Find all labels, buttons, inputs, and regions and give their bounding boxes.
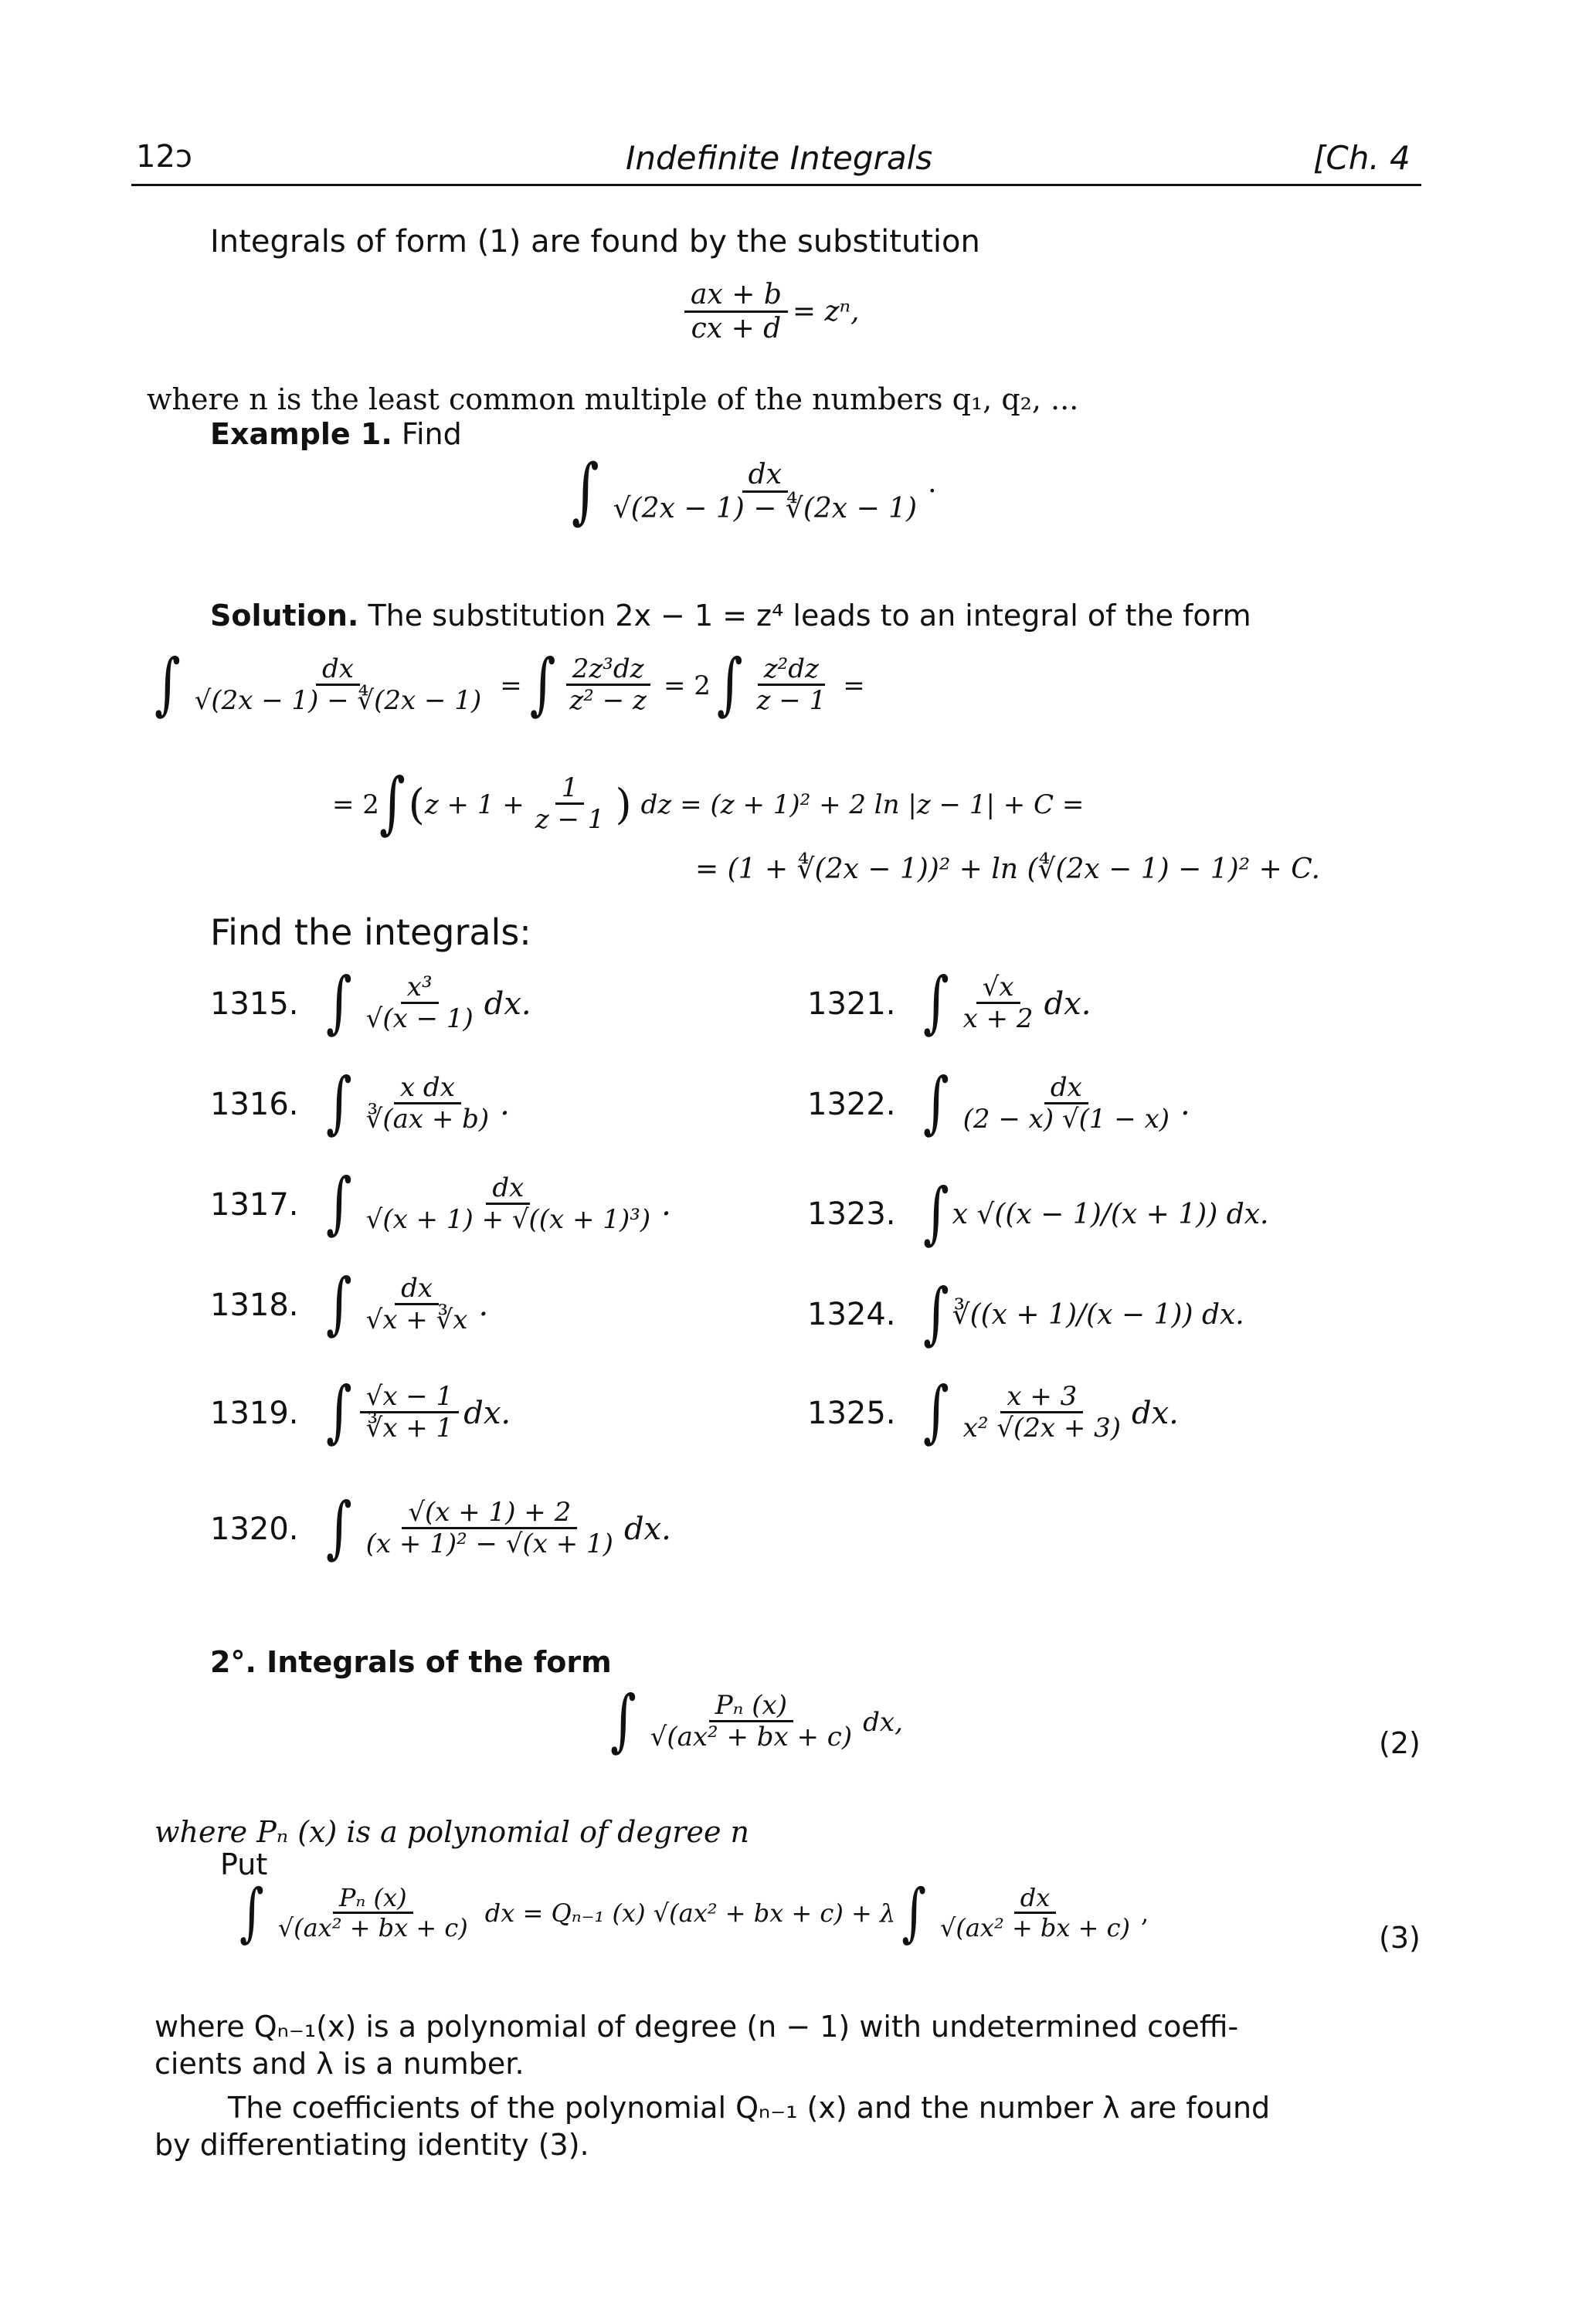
running-title: Indefinite Integrals	[626, 139, 933, 177]
integral-sign: ∫	[154, 646, 181, 724]
problem-number: 1317.	[210, 1186, 299, 1223]
problem-number: 1325.	[807, 1395, 896, 1431]
solution-text: The substitution 2x − 1 = z⁴ leads to an integral of the form	[368, 599, 1251, 633]
example-label: Example 1.	[210, 417, 392, 451]
differentiation-paragraph-line-2: by differentiating identity (3).	[154, 2128, 589, 2162]
eq2-rest: dz = (z + 1)² + 2 ln |z − 1| + C =	[640, 789, 1085, 820]
identity-tail: ,	[1141, 1898, 1149, 1929]
eq1-mid-num: 2z³dz	[566, 655, 650, 686]
integral-sign: ∫	[326, 1489, 352, 1568]
integral-sign: ∫	[923, 1373, 949, 1452]
eq1-right-den: z − 1	[756, 685, 827, 717]
form-tail: dx,	[863, 1706, 903, 1738]
integral-sign: ∫	[923, 1064, 949, 1143]
identity-middle: dx = Qₙ₋₁ (x) √(ax² + bx + c) + λ	[484, 1898, 896, 1929]
example-heading	[210, 417, 462, 451]
problem-tail: dx.	[1044, 986, 1091, 1022]
integral-sign: ∫	[379, 765, 406, 843]
problem-denominator: √(x + 1) + √((x + 1)³)	[365, 1204, 651, 1236]
integral-sign: ∫	[716, 646, 743, 724]
problem-denominator: (x + 1)² − √(x + 1)	[365, 1528, 613, 1560]
problem-1319	[210, 1373, 511, 1452]
equation-number-3: (3)	[1379, 1921, 1421, 1955]
section-2-heading: 2°. Integrals of the form	[210, 1645, 612, 1679]
problem-tail: .	[500, 1086, 510, 1122]
problem-tail: dx.	[623, 1511, 671, 1547]
problem-number: 1315.	[210, 986, 299, 1022]
problem-number: 1318.	[210, 1287, 299, 1323]
problems-heading: Find the integrals:	[210, 911, 531, 953]
eq1-right-num: z²dz	[758, 655, 825, 686]
integral-sign: ∫	[923, 1274, 949, 1353]
problem-denominator: ∛x + 1	[365, 1413, 453, 1444]
example-denominator: √(2x − 1) − ∜(2x − 1)	[613, 492, 918, 524]
eq1-left-den: √(2x − 1) − ∜(2x − 1)	[194, 685, 482, 717]
problem-1315	[210, 964, 531, 1043]
problem-numerator: √x − 1	[360, 1383, 460, 1413]
eq1-left-num: dx	[316, 655, 360, 686]
identity-left-den: √(ax² + bx + c)	[277, 1913, 468, 1943]
problem-denominator: x + 2	[962, 1003, 1034, 1035]
identity-3	[239, 1876, 1149, 1950]
problem-numerator: √x	[976, 973, 1020, 1004]
integral-sign: ∫	[901, 1876, 926, 1950]
example-numerator: dx	[742, 460, 788, 493]
integral-sign: ∫	[239, 1876, 264, 1950]
integral-sign: ∫	[326, 1064, 352, 1143]
integral-sign: ∫	[923, 1174, 949, 1253]
eq2-frac-num: 1	[555, 774, 585, 805]
problem-1321	[807, 964, 1091, 1043]
problem-1316	[210, 1064, 510, 1143]
problem-denominator: √(x − 1)	[365, 1003, 474, 1035]
identity-right-den: √(ax² + bx + c)	[939, 1913, 1131, 1943]
eq2-inner: z + 1 +	[424, 789, 525, 820]
solution-equation-1: ∫ $\frac{dx}{√(2x - 1) - ∜(2x - 1)}$ = ∫ $\frac{\text{2z³dz}}{\text{z² − z}}$ = 2 ∫ $\frac{\text{z²dz}}{z - 1}$ =	[154, 646, 865, 724]
integral-sign: ∫	[572, 450, 599, 533]
identity-right-num: dx	[1014, 1885, 1057, 1914]
problem-denominator: (2 − x) √(1 − x)	[962, 1104, 1170, 1135]
page-number: 12ɔ	[136, 139, 192, 175]
problem-tail: x √((x − 1)/(x + 1)) dx.	[952, 1198, 1269, 1230]
integral-sign: ∫	[923, 964, 949, 1043]
solution-equation-3: = (1 + ∜(2x − 1))² + ln (∜(2x − 1) − 1)² + C.	[695, 853, 1320, 885]
problem-number: 1320.	[210, 1511, 299, 1547]
lcm-line: where n is the least common multiple of the numbers q₁, q₂, ...	[147, 382, 1079, 416]
put-label: Put	[220, 1847, 268, 1881]
problem-numerator: dx	[1044, 1074, 1088, 1104]
problem-tail: ∛((x + 1)/(x − 1)) dx.	[952, 1298, 1244, 1331]
subst-numerator: ax + b	[684, 280, 788, 313]
problem-tail: dx.	[484, 986, 531, 1022]
problem-number: 1321.	[807, 986, 896, 1022]
problem-numerator: x dx	[394, 1074, 461, 1104]
problem-1323	[807, 1174, 1269, 1253]
solution-equation-2: = 2 ∫ ( z + 1 + $\frac{1}{z - 1}$ ) dz = (z + 1)² + 2 ln |z − 1| + C =	[332, 765, 1085, 843]
subst-denominator: cx + d	[691, 312, 782, 344]
problem-numerator: x³	[401, 973, 439, 1004]
problem-number: 1316.	[210, 1086, 299, 1122]
differentiation-paragraph-line-1: The coefficients of the polynomial Qₙ₋₁ (x) and the number λ are found	[228, 2091, 1271, 2125]
header-rule	[131, 184, 1421, 186]
integral-sign: ∫	[326, 1265, 352, 1344]
problem-1325	[807, 1373, 1179, 1452]
integral-sign: ∫	[529, 646, 556, 724]
eq1-mid-text: = 2	[663, 670, 711, 701]
integral-sign: ∫	[326, 964, 352, 1043]
problem-tail: .	[661, 1186, 671, 1223]
problem-number: 1322.	[807, 1086, 896, 1122]
problem-number: 1324.	[807, 1297, 896, 1333]
where-polynomial-line: where Pₙ (x) is a polynomial of degree n	[154, 1815, 750, 1849]
eq2-lead: = 2	[332, 789, 379, 820]
form-denominator: √(ax² + bx + c)	[650, 1722, 853, 1753]
problem-1317	[210, 1165, 671, 1243]
example-integral: ∫ $\frac{dx}{√(2x - 1) - ∜(2x - 1)}$ ·	[572, 450, 937, 533]
eq2-frac-den: z − 1	[535, 804, 605, 836]
problem-tail: .	[1180, 1086, 1190, 1122]
example-text: Find	[401, 417, 462, 451]
substitution-formula	[680, 280, 859, 344]
integral-sign: ∫	[326, 1373, 352, 1452]
problem-denominator: √x + ∛x	[365, 1304, 468, 1336]
integral-sign: ∫	[610, 1682, 637, 1761]
problem-1318	[210, 1265, 489, 1344]
problem-denominator: ∛(ax + b)	[365, 1104, 490, 1135]
problem-1322	[807, 1064, 1190, 1143]
problem-number: 1323.	[807, 1196, 896, 1233]
problem-numerator: dx	[395, 1274, 439, 1305]
equation-number-2: (2)	[1379, 1726, 1421, 1760]
problem-number: 1319.	[210, 1395, 299, 1431]
subst-rhs: = zⁿ,	[792, 296, 860, 328]
problem-tail: dx.	[463, 1395, 511, 1431]
form-numerator: Pₙ (x)	[709, 1691, 793, 1722]
problem-tail: dx.	[1132, 1395, 1179, 1431]
problem-numerator: x + 3	[1000, 1383, 1083, 1413]
problem-numerator: dx	[486, 1174, 530, 1205]
problem-tail: .	[478, 1287, 489, 1323]
solution-label: Solution.	[210, 599, 359, 633]
chapter-label: [Ch. 4	[1313, 139, 1411, 177]
form-2-integral	[610, 1682, 903, 1761]
problem-numerator: √(x + 1) + 2	[402, 1498, 577, 1529]
problem-1320	[210, 1489, 671, 1568]
intro-line: Integrals of form (1) are found by the substitution	[210, 224, 980, 260]
problem-1324	[807, 1274, 1244, 1353]
coefficients-paragraph-line-2: cients and λ is a number.	[154, 2047, 525, 2081]
integral-sign: ∫	[326, 1165, 352, 1243]
coefficients-paragraph-line-1: where Qₙ₋₁(x) is a polynomial of degree (n − 1) with undetermined coeffi-	[154, 2010, 1239, 2044]
eq1-mid-den: z² − z	[569, 685, 647, 717]
problem-denominator: x² √(2x + 3)	[962, 1413, 1122, 1444]
solution-line	[210, 599, 1251, 633]
identity-left-num: Pₙ (x)	[333, 1885, 413, 1914]
